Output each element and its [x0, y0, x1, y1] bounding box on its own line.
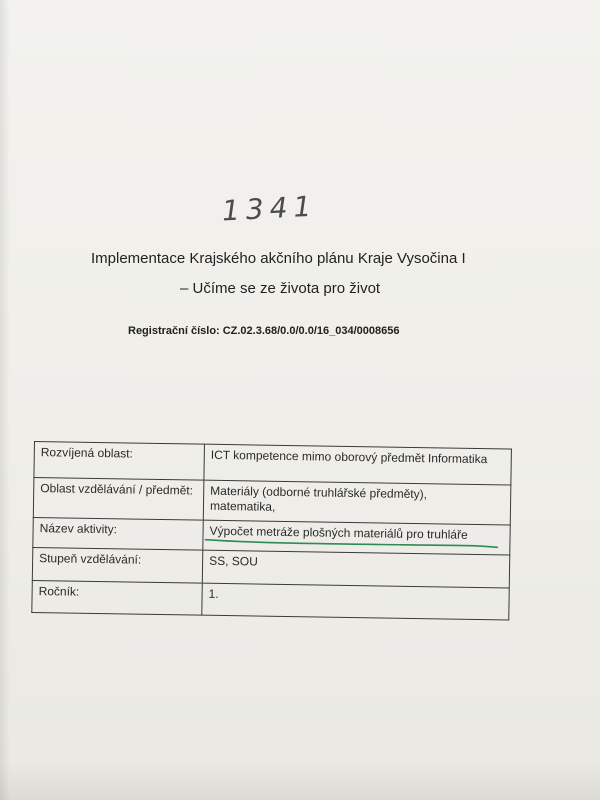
row-label-education-level: Stupeň vzdělávání: [32, 547, 202, 583]
row-value-education-level: SS, SOU [202, 550, 509, 588]
row-value-grade: 1. [202, 583, 509, 620]
row-label-grade: Ročník: [32, 580, 202, 615]
registration-label: Registrační číslo: [128, 325, 220, 337]
registration-number: CZ.02.3.68/0.0/0.0/16_034/0008656 [222, 325, 400, 337]
row-value-activity-name: Výpočet metráže plošných materiálů pro truhláře [209, 523, 468, 542]
document-title-line-2: – Učíme se ze života pro život [180, 280, 381, 297]
activity-info-table [31, 441, 512, 620]
activity-name-text-wrap [209, 524, 467, 543]
page-shadow-left [0, 0, 10, 800]
row-value-developed-area: ICT kompetence mimo oborový předmět Informatika [204, 444, 512, 485]
table-row [32, 580, 509, 619]
row-value-activity-name-cell [203, 520, 510, 555]
row-value-education-area: Materiály (odborné truhlářské předměty), matematika, [203, 480, 511, 525]
page-shadow-bottom [0, 760, 600, 800]
row-label-education-area: Oblast vzdělávání / předmět: [33, 478, 204, 521]
document-title-line-1: Implementace Krajského akčního plánu Kraje Vysočina I [91, 250, 466, 267]
registration-line [128, 325, 399, 337]
row-label-activity-name: Název aktivity: [33, 517, 203, 550]
handwritten-number: 1341 [221, 189, 319, 228]
row-label-developed-area: Rozvíjená oblast: [34, 442, 205, 481]
